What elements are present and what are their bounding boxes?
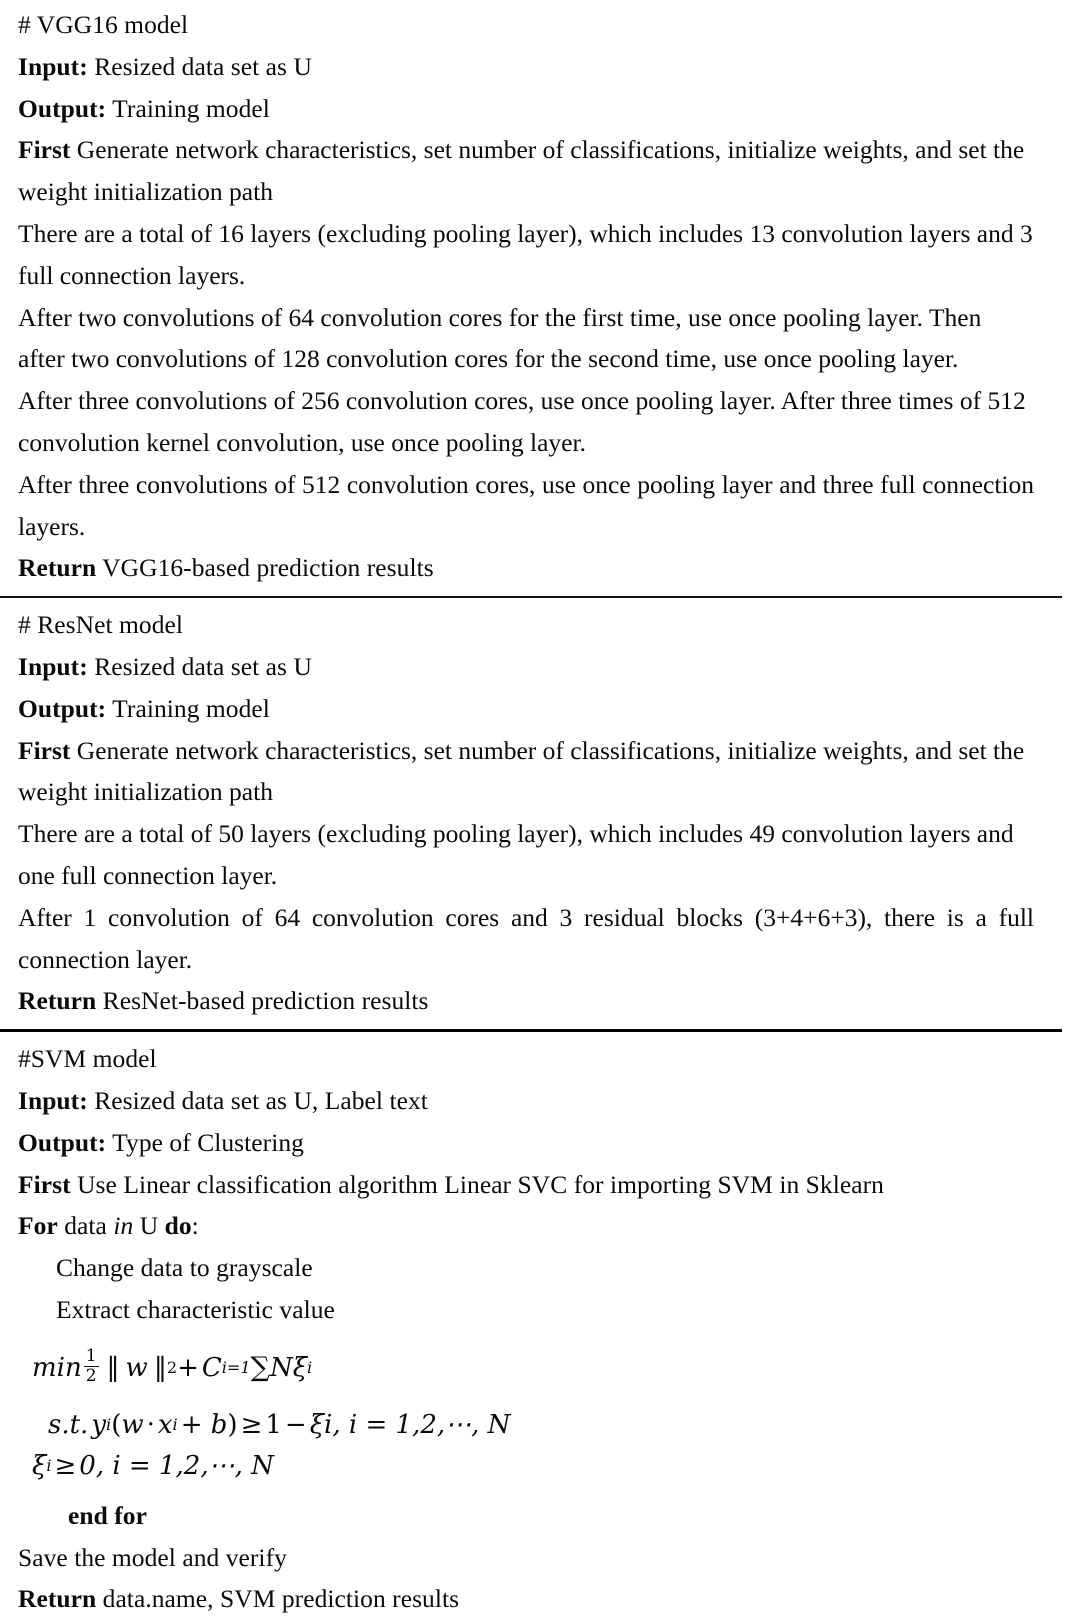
minus-operator: −: [284, 1409, 307, 1440]
slack-variable-xi: ξ: [309, 1409, 325, 1440]
resnet-output-line: [18, 688, 1034, 730]
label-y: y: [91, 1409, 107, 1440]
for-colon: :: [191, 1211, 199, 1241]
fraction-denominator: 2: [85, 1366, 97, 1387]
for-mid: data: [57, 1211, 114, 1241]
resnet-input-line: [18, 646, 1034, 688]
svm-return-line: [18, 1578, 1034, 1620]
section-divider-2: [0, 1029, 1062, 1032]
first-label: First: [18, 1169, 71, 1199]
return-label: Return: [18, 1584, 97, 1614]
paren-open: (: [111, 1409, 122, 1440]
section-svm: [18, 1038, 1034, 1620]
input-label: Input:: [18, 651, 88, 681]
feature-vector-x: x: [157, 1409, 173, 1440]
svm-output-line: [18, 1122, 1034, 1164]
greater-equal-operator: ≥: [240, 1409, 263, 1440]
penalty-constant-C: C: [201, 1352, 222, 1383]
svm-save-model-line: Save the model and verify: [18, 1542, 287, 1572]
output-label: Output:: [18, 693, 107, 723]
first-label: First: [18, 735, 71, 765]
output-value: Training model: [106, 693, 270, 723]
section-vgg16: [18, 4, 1034, 589]
resnet-residual-blocks-paragraph: After 1 convolution of 64 convolution cores and 3 residual blocks (3+4+6+3), there is a full connection layer.: [18, 902, 1034, 974]
label-y-index: i: [106, 1414, 112, 1434]
slack-index-i: i: [324, 1409, 333, 1440]
vgg16-conv-512-paragraph: After three convolutions of 512 convolution cores, use once pooling layer and three full connection layers.: [18, 469, 1034, 541]
svm-constraint-formula-2: [18, 1445, 1034, 1486]
return-label: Return: [18, 553, 97, 583]
summation-symbol: ∑: [250, 1351, 270, 1383]
weight-vector-w: w: [121, 1409, 144, 1440]
svm-end-for: end for: [68, 1500, 147, 1530]
objective-expression: [32, 1348, 312, 1388]
norm-close-bar: ‖: [153, 1352, 167, 1383]
index-range: , i = 1,2,⋯, N: [332, 1409, 511, 1440]
constraint2-expression: [32, 1446, 274, 1486]
section-divider-1: [0, 596, 1062, 598]
subject-to-label: s.t.: [48, 1409, 89, 1440]
summation-lower-limit: i=1: [221, 1357, 251, 1377]
norm-open-bar: ‖: [106, 1352, 120, 1383]
svm-constraint-formula-1: [18, 1404, 1034, 1445]
svm-body-line-grayscale: Change data to grayscale: [56, 1253, 313, 1283]
svm-heading: #SVM model: [18, 1044, 157, 1074]
slack-variable-index: i: [307, 1357, 313, 1377]
dot-product-operator: ·: [146, 1409, 155, 1440]
vgg16-output-line: [18, 88, 1034, 130]
fraction-numerator: 1: [85, 1346, 97, 1367]
return-value: ResNet-based prediction results: [96, 986, 429, 1016]
input-value: Resized data set as U: [87, 651, 312, 681]
first-label: First: [18, 135, 71, 165]
spacer-before-objective: [18, 1331, 1034, 1347]
plus-bias-term: + b: [180, 1409, 228, 1440]
paren-close: ): [227, 1409, 238, 1440]
min-operator: min: [32, 1352, 82, 1383]
input-value: Resized data set as U, Label text: [87, 1085, 428, 1115]
svm-body-line-extract: Extract characteristic value: [56, 1294, 335, 1324]
first-value: Generate network characteristics, set number of classifications, initialize weights, and set the weight initialization path: [18, 135, 1025, 207]
value-one: 1: [265, 1409, 282, 1440]
vgg16-return-line: [18, 547, 1034, 589]
resnet-first-line: [18, 730, 1034, 814]
first-value: Generate network characteristics, set number of classifications, initialize weights, and set the weight initialization path: [18, 735, 1025, 807]
vgg16-first-line: [18, 129, 1034, 213]
constraint1-expression: [48, 1405, 510, 1445]
spacer-before-endfor: [18, 1486, 1034, 1495]
for-in-keyword: in: [113, 1211, 134, 1241]
for-keyword: For: [18, 1211, 58, 1241]
greater-equal-operator: ≥: [54, 1450, 77, 1481]
feature-vector-index: i: [172, 1414, 178, 1434]
vgg16-conv-256-512-paragraph: After three convolutions of 256 convolution cores, use once pooling layer. After three times of 512 convolution kernel convolution, use once pooling layer.: [18, 386, 1026, 457]
input-label: Input:: [18, 1085, 88, 1115]
output-label: Output:: [18, 93, 107, 123]
output-value: Training model: [106, 93, 270, 123]
for-after-italic: U: [133, 1211, 165, 1241]
summation-upper-limit-N: N: [269, 1352, 293, 1383]
svm-first-line: [18, 1164, 1034, 1206]
one-half-fraction: [84, 1348, 99, 1385]
input-label: Input:: [18, 51, 88, 81]
return-label: Return: [18, 986, 97, 1016]
slack-variable-xi: ξ: [292, 1352, 308, 1383]
section-resnet: [18, 604, 1034, 1022]
output-label: Output:: [18, 1127, 107, 1157]
do-keyword: do: [164, 1211, 192, 1241]
vgg16-layers-paragraph: There are a total of 16 layers (excluding pooling layer), which includes 13 convolution layers and 3 full connection layers.: [18, 218, 1033, 290]
slack-variable-index: i: [46, 1455, 52, 1475]
slack-variable-xi: ξ: [32, 1450, 47, 1481]
resnet-heading: # ResNet model: [18, 610, 184, 640]
weight-vector-w: w: [125, 1352, 148, 1383]
input-value: Resized data set as U: [87, 51, 312, 81]
return-value: data.name, SVM prediction results: [96, 1584, 460, 1614]
plus-operator: +: [177, 1352, 199, 1383]
svm-input-line: [18, 1080, 1034, 1122]
resnet-return-line: [18, 980, 1034, 1022]
vgg16-input-line: [18, 46, 1034, 88]
vgg16-heading: # VGG16 model: [18, 10, 189, 39]
vgg16-conv-64-128-paragraph: After two convolutions of 64 convolution cores for the first time, use once pooling layer. Then after two convolutions of 128 convolution cores for the second time, use once pooling layer.: [18, 302, 982, 374]
spacer-before-constraint: [18, 1388, 1034, 1404]
svm-for-statement: [18, 1205, 1034, 1247]
svm-objective-formula: [18, 1347, 1034, 1388]
output-value: Type of Clustering: [106, 1127, 304, 1157]
norm-exponent: 2: [166, 1357, 178, 1377]
first-value: Use Linear classification algorithm Linear SVC for importing SVM in Sklearn: [70, 1169, 884, 1199]
constraint2-rest: 0, i = 1,2,⋯, N: [79, 1450, 274, 1481]
resnet-layers-paragraph: There are a total of 50 layers (excluding pooling layer), which includes 49 convolution layers and one full connection layer.: [18, 819, 1014, 890]
return-value: VGG16-based prediction results: [96, 553, 434, 583]
